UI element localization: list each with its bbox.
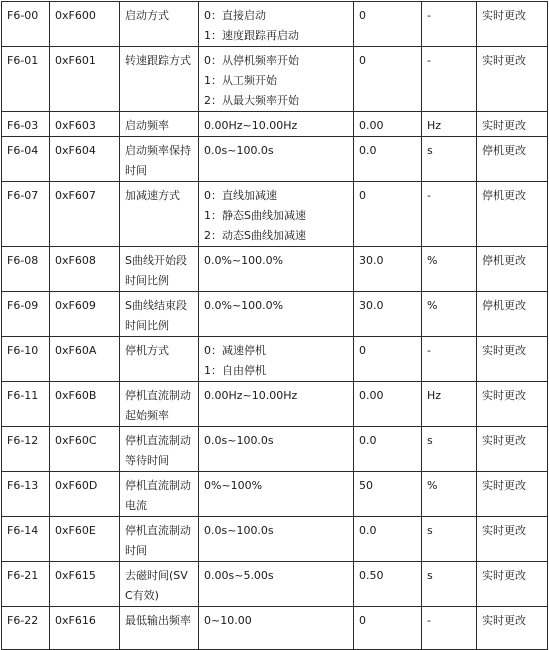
comm-address: 0xF600 xyxy=(55,9,96,22)
table-row xyxy=(2,182,548,247)
comm-address-cell xyxy=(50,247,120,292)
setting-range-cell xyxy=(199,382,354,427)
unit: Hz xyxy=(427,389,442,402)
param-code: F6-21 xyxy=(7,569,39,582)
unit: % xyxy=(427,479,438,492)
setting-option: 0.00Hz~10.00Hz xyxy=(204,389,298,402)
comm-address-cell xyxy=(50,2,120,47)
table-row xyxy=(2,517,548,562)
parameter-table-container xyxy=(1,1,548,650)
unit-cell xyxy=(422,292,477,337)
setting-option: 1：速度跟踪再启动 xyxy=(204,29,299,42)
param-code: F6-00 xyxy=(7,9,39,22)
comm-address: 0xF616 xyxy=(55,614,96,627)
comm-address-cell xyxy=(50,337,120,382)
param-code-cell xyxy=(2,562,50,607)
setting-option: 0.0s~100.0s xyxy=(204,524,274,537)
setting-option: 0：减速停机 xyxy=(204,344,266,357)
default-value-cell xyxy=(354,247,422,292)
comm-address: 0xF60A xyxy=(55,344,97,357)
comm-address-cell xyxy=(50,47,120,112)
table-row xyxy=(2,607,548,650)
setting-option: 0.0s~100.0s xyxy=(204,144,274,157)
param-code-cell xyxy=(2,607,50,650)
parameter-table xyxy=(1,1,548,650)
unit: - xyxy=(427,189,431,202)
setting-range-cell xyxy=(199,112,354,137)
unit-cell xyxy=(422,112,477,137)
change-property: 停机更改 xyxy=(482,299,526,312)
change-property-cell xyxy=(477,292,548,337)
unit-cell xyxy=(422,182,477,247)
setting-option: 0~10.00 xyxy=(204,614,252,627)
param-name: S曲线结束段时间比例 xyxy=(125,299,187,332)
default-value-cell xyxy=(354,382,422,427)
setting-range-cell xyxy=(199,137,354,182)
param-code: F6-22 xyxy=(7,614,39,627)
comm-address-cell xyxy=(50,182,120,247)
comm-address: 0xF601 xyxy=(55,54,96,67)
comm-address: 0xF607 xyxy=(55,189,96,202)
unit: - xyxy=(427,54,431,67)
comm-address-cell xyxy=(50,382,120,427)
param-code-cell xyxy=(2,517,50,562)
setting-range-cell xyxy=(199,2,354,47)
default-value-cell xyxy=(354,427,422,472)
table-row xyxy=(2,47,548,112)
change-property: 实时更改 xyxy=(482,119,526,132)
comm-address: 0xF608 xyxy=(55,254,96,267)
default-value-cell xyxy=(354,137,422,182)
table-row xyxy=(2,562,548,607)
unit: - xyxy=(427,344,431,357)
change-property: 实时更改 xyxy=(482,479,526,492)
table-row xyxy=(2,427,548,472)
comm-address-cell xyxy=(50,427,120,472)
param-name-cell xyxy=(120,607,199,650)
setting-option: 0：直接启动 xyxy=(204,9,266,22)
default-value-cell xyxy=(354,517,422,562)
param-name-cell xyxy=(120,292,199,337)
change-property: 实时更改 xyxy=(482,524,526,537)
comm-address: 0xF603 xyxy=(55,119,96,132)
table-row xyxy=(2,292,548,337)
change-property: 实时更改 xyxy=(482,389,526,402)
param-code-cell xyxy=(2,137,50,182)
param-code: F6-10 xyxy=(7,344,39,357)
comm-address-cell xyxy=(50,562,120,607)
unit-cell xyxy=(422,472,477,517)
setting-range-cell xyxy=(199,562,354,607)
setting-range-cell xyxy=(199,517,354,562)
param-name-cell xyxy=(120,2,199,47)
parameter-table-body xyxy=(2,2,548,650)
table-row xyxy=(2,247,548,292)
param-name-cell xyxy=(120,427,199,472)
default-value-cell xyxy=(354,337,422,382)
param-name-cell xyxy=(120,47,199,112)
default-value: 0 xyxy=(359,344,366,357)
param-name: 停机直流制动起始频率 xyxy=(125,389,191,422)
setting-range-cell xyxy=(199,337,354,382)
change-property-cell xyxy=(477,562,548,607)
setting-range-cell xyxy=(199,247,354,292)
default-value: 30.0 xyxy=(359,299,384,312)
setting-option: 0%~100% xyxy=(204,479,263,492)
setting-option: 0.0%~100.0% xyxy=(204,254,284,267)
param-code-cell xyxy=(2,337,50,382)
unit: s xyxy=(427,434,433,447)
change-property-cell xyxy=(477,607,548,650)
default-value-cell xyxy=(354,47,422,112)
change-property: 实时更改 xyxy=(482,54,526,67)
unit: s xyxy=(427,569,433,582)
setting-range-cell xyxy=(199,292,354,337)
change-property-cell xyxy=(477,2,548,47)
setting-option: 0.00s~5.00s xyxy=(204,569,274,582)
default-value: 0 xyxy=(359,9,366,22)
default-value: 0.00 xyxy=(359,389,384,402)
table-row xyxy=(2,137,548,182)
default-value: 0 xyxy=(359,189,366,202)
setting-option: 0：从停机频率开始 xyxy=(204,54,299,67)
param-name: 最低输出频率 xyxy=(125,614,191,627)
setting-range-cell xyxy=(199,47,354,112)
setting-range-cell xyxy=(199,427,354,472)
change-property-cell xyxy=(477,182,548,247)
param-name: 启动方式 xyxy=(125,9,169,22)
param-name-cell xyxy=(120,382,199,427)
comm-address: 0xF604 xyxy=(55,144,96,157)
param-code: F6-07 xyxy=(7,189,39,202)
unit-cell xyxy=(422,382,477,427)
unit: - xyxy=(427,9,431,22)
comm-address: 0xF60E xyxy=(55,524,96,537)
change-property: 停机更改 xyxy=(482,189,526,202)
comm-address-cell xyxy=(50,607,120,650)
comm-address: 0xF60C xyxy=(55,434,97,447)
change-property: 实时更改 xyxy=(482,434,526,447)
change-property-cell xyxy=(477,427,548,472)
param-name: 停机方式 xyxy=(125,344,169,357)
unit-cell xyxy=(422,2,477,47)
comm-address-cell xyxy=(50,112,120,137)
param-code-cell xyxy=(2,427,50,472)
change-property: 实时更改 xyxy=(482,569,526,582)
default-value: 0.50 xyxy=(359,569,384,582)
param-code-cell xyxy=(2,2,50,47)
param-name: 转速跟踪方式 xyxy=(125,54,191,67)
unit: s xyxy=(427,524,433,537)
default-value: 0 xyxy=(359,54,366,67)
param-name-cell xyxy=(120,247,199,292)
unit-cell xyxy=(422,517,477,562)
param-code: F6-13 xyxy=(7,479,39,492)
param-name-cell xyxy=(120,472,199,517)
unit-cell xyxy=(422,607,477,650)
param-code-cell xyxy=(2,472,50,517)
comm-address: 0xF609 xyxy=(55,299,96,312)
param-code-cell xyxy=(2,47,50,112)
change-property-cell xyxy=(477,247,548,292)
unit-cell xyxy=(422,47,477,112)
setting-range-cell xyxy=(199,472,354,517)
param-name-cell xyxy=(120,137,199,182)
unit: s xyxy=(427,144,433,157)
default-value: 50 xyxy=(359,479,373,492)
table-row xyxy=(2,2,548,47)
default-value-cell xyxy=(354,112,422,137)
param-code-cell xyxy=(2,182,50,247)
table-row xyxy=(2,112,548,137)
setting-option: 1：静态S曲线加减速 xyxy=(204,209,306,222)
setting-option: 1：自由停机 xyxy=(204,364,266,377)
change-property-cell xyxy=(477,112,548,137)
param-name: 加减速方式 xyxy=(125,189,180,202)
param-name-cell xyxy=(120,562,199,607)
default-value: 30.0 xyxy=(359,254,384,267)
setting-option: 2：动态S曲线加减速 xyxy=(204,229,306,242)
param-name: 启动频率 xyxy=(125,119,169,132)
param-code: F6-11 xyxy=(7,389,39,402)
default-value: 0.0 xyxy=(359,144,377,157)
comm-address: 0xF615 xyxy=(55,569,96,582)
setting-option: 1：从工频开始 xyxy=(204,74,277,87)
comm-address: 0xF60B xyxy=(55,389,97,402)
setting-range-cell xyxy=(199,607,354,650)
unit-cell xyxy=(422,562,477,607)
default-value: 0.0 xyxy=(359,524,377,537)
param-name-cell xyxy=(120,337,199,382)
param-name: 停机直流制动电流 xyxy=(125,479,191,512)
change-property-cell xyxy=(477,337,548,382)
param-name-cell xyxy=(120,517,199,562)
comm-address-cell xyxy=(50,472,120,517)
param-name: 停机直流制动等待时间 xyxy=(125,434,191,467)
default-value: 0.0 xyxy=(359,434,377,447)
setting-option: 0.0%~100.0% xyxy=(204,299,284,312)
change-property: 实时更改 xyxy=(482,614,526,627)
param-code: F6-03 xyxy=(7,119,39,132)
change-property-cell xyxy=(477,382,548,427)
param-code: F6-08 xyxy=(7,254,39,267)
change-property-cell xyxy=(477,47,548,112)
change-property: 实时更改 xyxy=(482,9,526,22)
unit-cell xyxy=(422,247,477,292)
change-property: 实时更改 xyxy=(482,344,526,357)
default-value-cell xyxy=(354,182,422,247)
setting-range-cell xyxy=(199,182,354,247)
param-name-cell xyxy=(120,182,199,247)
setting-option: 0：直线加减速 xyxy=(204,189,277,202)
comm-address-cell xyxy=(50,137,120,182)
unit: % xyxy=(427,299,438,312)
default-value-cell xyxy=(354,292,422,337)
param-code: F6-01 xyxy=(7,54,39,67)
unit: % xyxy=(427,254,438,267)
unit: - xyxy=(427,614,431,627)
param-name-cell xyxy=(120,112,199,137)
unit: Hz xyxy=(427,119,442,132)
unit-cell xyxy=(422,137,477,182)
param-name: 启动频率保持时间 xyxy=(125,144,191,177)
setting-option: 0.00Hz~10.00Hz xyxy=(204,119,298,132)
default-value-cell xyxy=(354,472,422,517)
setting-option: 0.0s~100.0s xyxy=(204,434,274,447)
param-code: F6-09 xyxy=(7,299,39,312)
change-property: 停机更改 xyxy=(482,144,526,157)
param-name: 停机直流制动时间 xyxy=(125,524,191,557)
param-name: 去磁时间(SVC有效) xyxy=(125,569,188,602)
param-code-cell xyxy=(2,112,50,137)
param-code-cell xyxy=(2,382,50,427)
param-code: F6-12 xyxy=(7,434,39,447)
param-name: S曲线开始段时间比例 xyxy=(125,254,187,287)
change-property-cell xyxy=(477,472,548,517)
table-row xyxy=(2,472,548,517)
param-code-cell xyxy=(2,292,50,337)
comm-address: 0xF60D xyxy=(55,479,98,492)
setting-option: 2：从最大频率开始 xyxy=(204,94,299,107)
table-row xyxy=(2,337,548,382)
comm-address-cell xyxy=(50,517,120,562)
default-value-cell xyxy=(354,2,422,47)
unit-cell xyxy=(422,427,477,472)
table-row xyxy=(2,382,548,427)
default-value: 0 xyxy=(359,614,366,627)
param-code: F6-14 xyxy=(7,524,39,537)
comm-address-cell xyxy=(50,292,120,337)
change-property-cell xyxy=(477,517,548,562)
change-property: 停机更改 xyxy=(482,254,526,267)
param-code-cell xyxy=(2,247,50,292)
default-value-cell xyxy=(354,607,422,650)
param-code: F6-04 xyxy=(7,144,39,157)
unit-cell xyxy=(422,337,477,382)
change-property-cell xyxy=(477,137,548,182)
default-value: 0.00 xyxy=(359,119,384,132)
default-value-cell xyxy=(354,562,422,607)
